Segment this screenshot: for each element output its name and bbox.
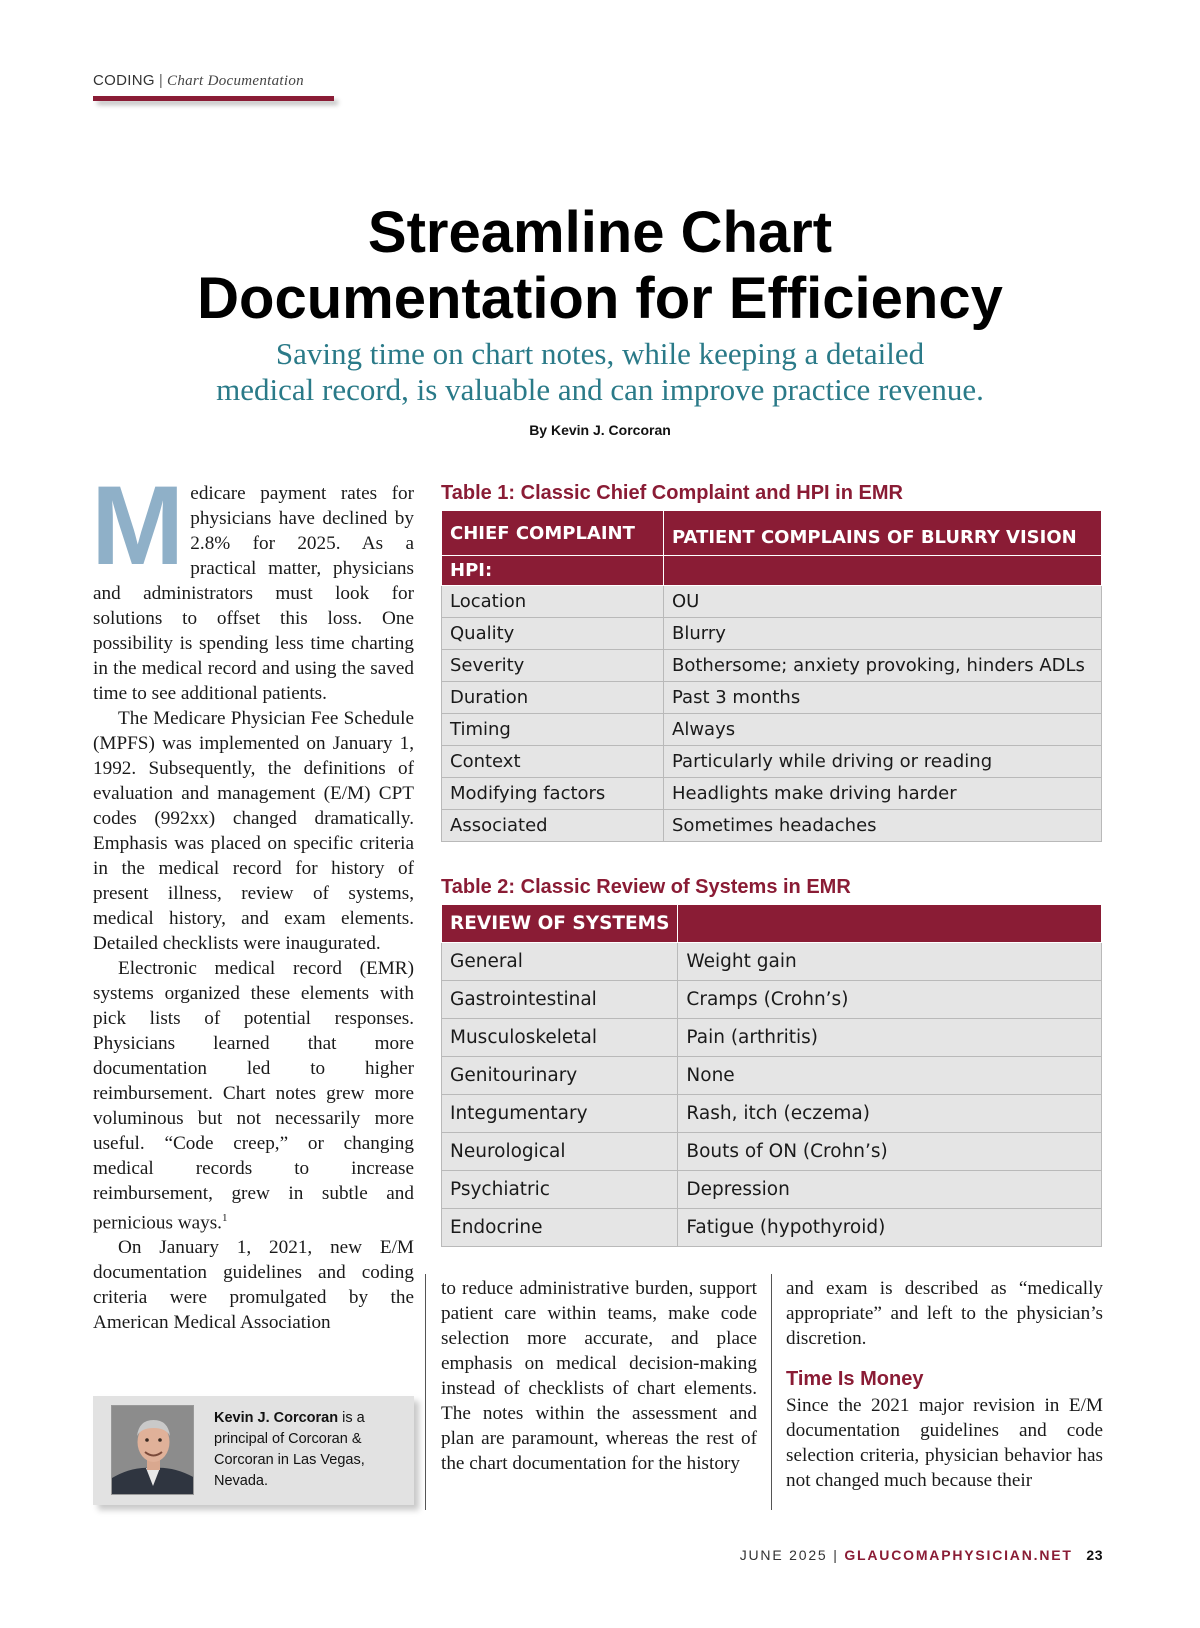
table-cell-value: Weight gain — [678, 943, 1102, 981]
article-deck — [0, 336, 1200, 408]
table-cell-value: None — [678, 1057, 1102, 1095]
table-cell-label: Gastrointestinal — [442, 981, 678, 1019]
table-1-subheader-right — [664, 556, 1102, 586]
table-cell-label: Integumentary — [442, 1095, 678, 1133]
table-1-subheader-left: HPI: — [442, 556, 664, 586]
column-divider-right — [771, 1274, 772, 1510]
table-2 — [441, 904, 1102, 1247]
section-category: CODING — [93, 72, 155, 89]
table-row — [442, 1209, 1102, 1247]
footnote-marker: 1 — [221, 1212, 228, 1224]
title-line-2: Documentation for Efficiency — [197, 266, 1003, 331]
deck-line-1: Saving time on chart notes, while keeping a detailed — [275, 336, 925, 371]
table-cell-value: Sometimes headaches — [664, 810, 1102, 842]
author-description: is a principal of Corcoran & Corcoran in Las Vegas, Nevada. — [214, 1410, 365, 1489]
table-row — [442, 943, 1102, 981]
table-cell-value: Headlights make driving harder — [664, 778, 1102, 810]
table-row — [442, 586, 1102, 618]
paragraph-3-text: Electronic medical record (EMR) systems organized these elements with pick lists of potential responses. Physicians learned that more documentation led to higher reimbursement. Chart notes grew more voluminous but not necessarily more useful. “Code creep,” or changing medical records to increase reimbursement, grew in subtle and pernicious ways. — [93, 958, 414, 1234]
author-portrait-icon — [112, 1406, 194, 1495]
article-title — [0, 200, 1200, 332]
table-row — [442, 1057, 1102, 1095]
table-1-header-row — [442, 511, 1102, 556]
table-cell-value: Always — [664, 714, 1102, 746]
table-cell-label: Context — [442, 746, 664, 778]
table-cell-value: Particularly while driving or reading — [664, 746, 1102, 778]
deck-line-2: medical record, is valuable and can improve practice revenue. — [216, 372, 984, 407]
table-row — [442, 1171, 1102, 1209]
table-cell-value: Past 3 months — [664, 682, 1102, 714]
table-cell-value: OU — [664, 586, 1102, 618]
table-1 — [441, 510, 1102, 842]
table-cell-value: Bouts of ON (Crohn’s) — [678, 1133, 1102, 1171]
author-photo — [111, 1405, 194, 1495]
table-row — [442, 650, 1102, 682]
table-row — [442, 1095, 1102, 1133]
table-cell-label: Neurological — [442, 1133, 678, 1171]
table-cell-value: Depression — [678, 1171, 1102, 1209]
table-cell-label: Location — [442, 586, 664, 618]
author-bio — [93, 1396, 414, 1505]
table-2-title: Table 2: Classic Review of Systems in EMR — [441, 876, 851, 898]
section-rule — [93, 96, 334, 101]
table-cell-label: Modifying factors — [442, 778, 664, 810]
table-cell-label: Duration — [442, 682, 664, 714]
table-cell-label: Quality — [442, 618, 664, 650]
subheading-time-is-money: Time Is Money — [786, 1368, 924, 1390]
footer-separator: | — [833, 1547, 839, 1563]
paragraph-2: The Medicare Physician Fee Schedule (MPFS) was implemented on January 1, 1992. Subsequently, the definitions of evaluation and management (E/M) CPT codes (992xx) changed dramatically. Emphasis was placed on specific criteria in the medical record for history of present illness, review of systems, medical history, and exam elements. Detailed checklists were inaugurated. — [93, 708, 414, 954]
table-cell-value: Blurry — [664, 618, 1102, 650]
table-cell-label: Endocrine — [442, 1209, 678, 1247]
table-row — [442, 1133, 1102, 1171]
table-row — [442, 981, 1102, 1019]
left-column — [91, 463, 414, 1335]
right-column-text: and exam is described as “medically appropriate” and left to the physician’s discretion. — [786, 1278, 1103, 1349]
byline: By Kevin J. Corcoran — [529, 422, 671, 438]
table-cell-label: Associated — [442, 810, 664, 842]
drop-cap: M — [91, 463, 185, 588]
table-2-header-row — [442, 905, 1102, 943]
table-cell-value: Bothersome; anxiety provoking, hinders ADLs — [664, 650, 1102, 682]
paragraph-3 — [93, 956, 414, 1235]
section-separator: | — [158, 72, 164, 89]
page-number: 23 — [1086, 1547, 1103, 1563]
author-bio-text — [214, 1408, 404, 1492]
table-cell-label: General — [442, 943, 678, 981]
middle-column — [441, 1276, 757, 1476]
right-column-text-2: Since the 2021 major revision in E/M documentation guidelines and code selection criteria, physician behavior has not changed much because their — [786, 1395, 1103, 1491]
right-column — [786, 1276, 1103, 1493]
table-row — [442, 778, 1102, 810]
title-line-1: Streamline Chart — [367, 200, 833, 265]
table-2-header-right — [678, 905, 1102, 943]
table-1-subheader-row — [442, 556, 1102, 586]
table-cell-label: Musculoskeletal — [442, 1019, 678, 1057]
table-2-header-left: REVIEW OF SYSTEMS — [442, 905, 678, 943]
middle-column-text: to reduce administrative burden, support patient care within teams, make code selection more accurate, and place emphasis on medical decision-making instead of checklists of chart elements. The notes within the assessment and plan are paramount, whereas the rest of the chart documentation for the history — [441, 1278, 757, 1474]
paragraph-4: On January 1, 2021, new E/M documentation guidelines and coding criteria were promulgated by the American Medical Association — [93, 1237, 414, 1334]
table-cell-label: Timing — [442, 714, 664, 746]
footer-site-link[interactable]: GLAUCOMAPHYSICIAN.NET — [844, 1547, 1073, 1563]
table-cell-value: Fatigue (hypothyroid) — [678, 1209, 1102, 1247]
table-cell-value: Cramps (Crohn’s) — [678, 981, 1102, 1019]
section-tag — [93, 72, 304, 90]
paragraph-1-text: edicare payment rates for physicians have declined by 2.8% for 2025. As a practical matter, physicians and administrators must look for solutions to offset this loss. One possibility is spending less time charting in the medical record and using the saved time to see additional patients. — [93, 483, 414, 704]
author-name: Kevin J. Corcoran — [214, 1410, 339, 1426]
table-row — [442, 1019, 1102, 1057]
footer-issue: JUNE 2025 — [739, 1547, 828, 1563]
section-subcategory: Chart Documentation — [167, 73, 304, 89]
table-row — [442, 714, 1102, 746]
table-1-header-right: PATIENT COMPLAINS OF BLURRY VISION — [664, 511, 1102, 556]
paragraph-1 — [91, 463, 414, 706]
page-footer — [740, 1547, 1103, 1563]
table-row — [442, 618, 1102, 650]
table-cell-value: Pain (arthritis) — [678, 1019, 1102, 1057]
table-row — [442, 746, 1102, 778]
table-cell-value: Rash, itch (eczema) — [678, 1095, 1102, 1133]
table-1-header-left: CHIEF COMPLAINT — [442, 511, 664, 556]
column-divider-left — [425, 1274, 426, 1510]
table-cell-label: Severity — [442, 650, 664, 682]
table-row — [442, 682, 1102, 714]
table-cell-label: Psychiatric — [442, 1171, 678, 1209]
table-row — [442, 810, 1102, 842]
table-cell-label: Genitourinary — [442, 1057, 678, 1095]
table-1-title: Table 1: Classic Chief Complaint and HPI in EMR — [441, 482, 903, 504]
